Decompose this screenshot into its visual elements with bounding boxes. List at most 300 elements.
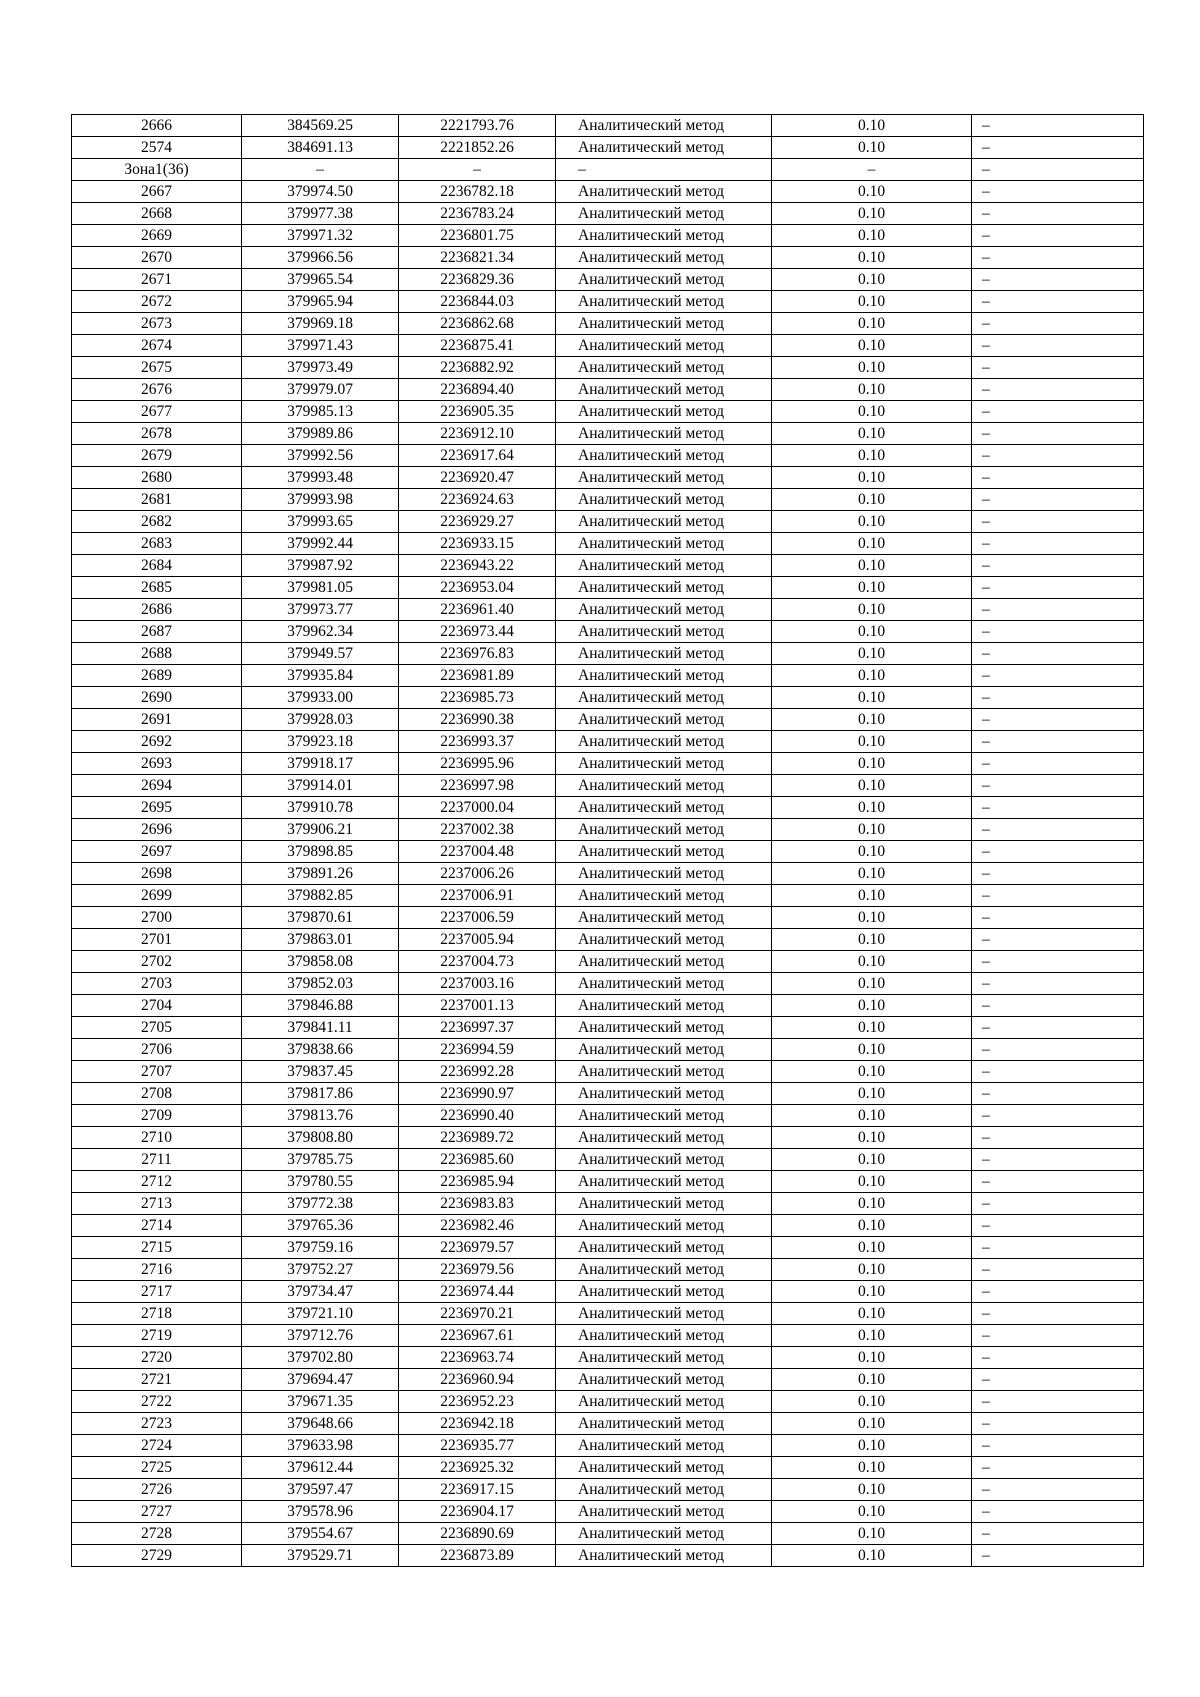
method-cell: Аналитический метод xyxy=(556,467,772,489)
method-cell: Аналитический метод xyxy=(556,335,772,357)
accuracy-cell: 0.10 xyxy=(772,1479,972,1501)
x-coordinate-cell: 379979.07 xyxy=(242,379,399,401)
note-cell: – xyxy=(972,577,1144,599)
x-coordinate-cell: 379863.01 xyxy=(242,929,399,951)
y-coordinate-cell: 2236979.57 xyxy=(399,1237,556,1259)
table-row xyxy=(72,247,1144,269)
table-row xyxy=(72,1171,1144,1193)
table-row xyxy=(72,577,1144,599)
x-coordinate-cell: 379852.03 xyxy=(242,973,399,995)
y-coordinate-cell: 2236997.98 xyxy=(399,775,556,797)
point-number-cell: 2710 xyxy=(72,1127,242,1149)
y-coordinate-cell: 2237006.59 xyxy=(399,907,556,929)
note-cell: – xyxy=(972,511,1144,533)
note-cell: – xyxy=(972,621,1144,643)
point-number-cell: 2716 xyxy=(72,1259,242,1281)
point-number-cell: 2696 xyxy=(72,819,242,841)
y-coordinate-cell: 2236943.22 xyxy=(399,555,556,577)
accuracy-cell: 0.10 xyxy=(772,753,972,775)
point-number-cell: 2726 xyxy=(72,1479,242,1501)
note-cell: – xyxy=(972,973,1144,995)
table-row xyxy=(72,1061,1144,1083)
x-coordinate-cell: 379974.50 xyxy=(242,181,399,203)
note-cell: – xyxy=(972,753,1144,775)
note-cell: – xyxy=(972,181,1144,203)
accuracy-cell: 0.10 xyxy=(772,1105,972,1127)
note-cell: – xyxy=(972,1149,1144,1171)
method-cell: Аналитический метод xyxy=(556,819,772,841)
note-cell: – xyxy=(972,401,1144,423)
note-cell: – xyxy=(972,467,1144,489)
table-row xyxy=(72,401,1144,423)
x-coordinate-cell: 379841.11 xyxy=(242,1017,399,1039)
table-row xyxy=(72,335,1144,357)
y-coordinate-cell: 2236974.44 xyxy=(399,1281,556,1303)
y-coordinate-cell: 2236985.60 xyxy=(399,1149,556,1171)
x-coordinate-cell: 379906.21 xyxy=(242,819,399,841)
note-cell: – xyxy=(972,1303,1144,1325)
note-cell: – xyxy=(972,1171,1144,1193)
table-row xyxy=(72,643,1144,665)
x-coordinate-cell: 379949.57 xyxy=(242,643,399,665)
accuracy-cell: 0.10 xyxy=(772,995,972,1017)
y-coordinate-cell: 2236976.83 xyxy=(399,643,556,665)
table-row xyxy=(72,489,1144,511)
table-row xyxy=(72,665,1144,687)
accuracy-cell: 0.10 xyxy=(772,1193,972,1215)
method-cell: Аналитический метод xyxy=(556,313,772,335)
point-number-cell: 2705 xyxy=(72,1017,242,1039)
point-number-cell: 2702 xyxy=(72,951,242,973)
x-coordinate-cell: 379987.92 xyxy=(242,555,399,577)
method-cell: Аналитический метод xyxy=(556,709,772,731)
note-cell: – xyxy=(972,445,1144,467)
point-number-cell: 2680 xyxy=(72,467,242,489)
x-coordinate-cell: 379838.66 xyxy=(242,1039,399,1061)
table-row xyxy=(72,1149,1144,1171)
accuracy-cell: 0.10 xyxy=(772,555,972,577)
table-row xyxy=(72,1039,1144,1061)
method-cell: Аналитический метод xyxy=(556,951,772,973)
point-number-cell: 2717 xyxy=(72,1281,242,1303)
point-number-cell: 2687 xyxy=(72,621,242,643)
method-cell: Аналитический метод xyxy=(556,137,772,159)
accuracy-cell: 0.10 xyxy=(772,709,972,731)
y-coordinate-cell: 2237002.38 xyxy=(399,819,556,841)
x-coordinate-cell: 379977.38 xyxy=(242,203,399,225)
accuracy-cell: 0.10 xyxy=(772,1325,972,1347)
y-coordinate-cell: 2236912.10 xyxy=(399,423,556,445)
y-coordinate-cell: 2236979.56 xyxy=(399,1259,556,1281)
accuracy-cell: 0.10 xyxy=(772,1457,972,1479)
x-coordinate-cell: 379597.47 xyxy=(242,1479,399,1501)
table-row xyxy=(72,621,1144,643)
note-cell: – xyxy=(972,137,1144,159)
y-coordinate-cell: 2236952.23 xyxy=(399,1391,556,1413)
x-coordinate-cell: 379882.85 xyxy=(242,885,399,907)
table-row xyxy=(72,1523,1144,1545)
point-number-cell: 2706 xyxy=(72,1039,242,1061)
x-coordinate-cell: 379759.16 xyxy=(242,1237,399,1259)
note-cell: – xyxy=(972,1017,1144,1039)
note-cell: – xyxy=(972,775,1144,797)
point-number-cell: 2698 xyxy=(72,863,242,885)
y-coordinate-cell: 2236997.37 xyxy=(399,1017,556,1039)
y-coordinate-cell: 2236844.03 xyxy=(399,291,556,313)
accuracy-cell: 0.10 xyxy=(772,929,972,951)
accuracy-cell: 0.10 xyxy=(772,401,972,423)
table-row xyxy=(72,1215,1144,1237)
accuracy-cell: 0.10 xyxy=(772,797,972,819)
point-number-cell: 2677 xyxy=(72,401,242,423)
x-coordinate-cell: 379612.44 xyxy=(242,1457,399,1479)
table-row xyxy=(72,841,1144,863)
coordinates-table-body xyxy=(72,115,1144,1567)
y-coordinate-cell: 2236963.74 xyxy=(399,1347,556,1369)
y-coordinate-cell: 2236904.17 xyxy=(399,1501,556,1523)
y-coordinate-cell: 2236875.41 xyxy=(399,335,556,357)
table-row xyxy=(72,1369,1144,1391)
y-coordinate-cell: – xyxy=(399,159,556,181)
method-cell: Аналитический метод xyxy=(556,1523,772,1545)
table-row xyxy=(72,973,1144,995)
table-row xyxy=(72,555,1144,577)
table-row xyxy=(72,181,1144,203)
x-coordinate-cell: 379808.80 xyxy=(242,1127,399,1149)
method-cell: Аналитический метод xyxy=(556,1259,772,1281)
accuracy-cell: 0.10 xyxy=(772,643,972,665)
note-cell: – xyxy=(972,731,1144,753)
point-number-cell: 2721 xyxy=(72,1369,242,1391)
method-cell: Аналитический метод xyxy=(556,1127,772,1149)
method-cell: Аналитический метод xyxy=(556,775,772,797)
y-coordinate-cell: 2236917.15 xyxy=(399,1479,556,1501)
note-cell: – xyxy=(972,929,1144,951)
table-row xyxy=(72,203,1144,225)
table-row xyxy=(72,1347,1144,1369)
point-number-cell: 2668 xyxy=(72,203,242,225)
note-cell: – xyxy=(972,159,1144,181)
accuracy-cell: 0.10 xyxy=(772,1347,972,1369)
point-number-cell: 2697 xyxy=(72,841,242,863)
table-row xyxy=(72,995,1144,1017)
note-cell: – xyxy=(972,1061,1144,1083)
method-cell: – xyxy=(556,159,772,181)
point-number-cell: 2728 xyxy=(72,1523,242,1545)
y-coordinate-cell: 2237006.91 xyxy=(399,885,556,907)
point-number-cell: 2679 xyxy=(72,445,242,467)
x-coordinate-cell: 379966.56 xyxy=(242,247,399,269)
note-cell: – xyxy=(972,1435,1144,1457)
accuracy-cell: 0.10 xyxy=(772,1413,972,1435)
point-number-cell: 2703 xyxy=(72,973,242,995)
x-coordinate-cell: 379992.44 xyxy=(242,533,399,555)
point-number-cell: 2699 xyxy=(72,885,242,907)
method-cell: Аналитический метод xyxy=(556,269,772,291)
table-row xyxy=(72,775,1144,797)
point-number-cell: 2671 xyxy=(72,269,242,291)
method-cell: Аналитический метод xyxy=(556,577,772,599)
method-cell: Аналитический метод xyxy=(556,621,772,643)
y-coordinate-cell: 2237006.26 xyxy=(399,863,556,885)
point-number-cell: 2719 xyxy=(72,1325,242,1347)
point-number-cell: 2673 xyxy=(72,313,242,335)
x-coordinate-cell: 379702.80 xyxy=(242,1347,399,1369)
note-cell: – xyxy=(972,885,1144,907)
y-coordinate-cell: 2236985.94 xyxy=(399,1171,556,1193)
y-coordinate-cell: 2236985.73 xyxy=(399,687,556,709)
table-row xyxy=(72,1083,1144,1105)
point-number-cell: Зона1(36) xyxy=(72,159,242,181)
x-coordinate-cell: 379935.84 xyxy=(242,665,399,687)
accuracy-cell: – xyxy=(772,159,972,181)
y-coordinate-cell: 2236925.32 xyxy=(399,1457,556,1479)
x-coordinate-cell: 379671.35 xyxy=(242,1391,399,1413)
y-coordinate-cell: 2236924.63 xyxy=(399,489,556,511)
method-cell: Аналитический метод xyxy=(556,533,772,555)
method-cell: Аналитический метод xyxy=(556,995,772,1017)
note-cell: – xyxy=(972,643,1144,665)
x-coordinate-cell: 379765.36 xyxy=(242,1215,399,1237)
method-cell: Аналитический метод xyxy=(556,731,772,753)
method-cell: Аналитический метод xyxy=(556,753,772,775)
method-cell: Аналитический метод xyxy=(556,423,772,445)
note-cell: – xyxy=(972,1039,1144,1061)
point-number-cell: 2714 xyxy=(72,1215,242,1237)
x-coordinate-cell: 379971.43 xyxy=(242,335,399,357)
point-number-cell: 2672 xyxy=(72,291,242,313)
x-coordinate-cell: 379969.18 xyxy=(242,313,399,335)
point-number-cell: 2666 xyxy=(72,115,242,137)
table-row xyxy=(72,1545,1144,1567)
accuracy-cell: 0.10 xyxy=(772,731,972,753)
accuracy-cell: 0.10 xyxy=(772,1171,972,1193)
note-cell: – xyxy=(972,1457,1144,1479)
table-row xyxy=(72,445,1144,467)
point-number-cell: 2688 xyxy=(72,643,242,665)
note-cell: – xyxy=(972,1347,1144,1369)
y-coordinate-cell: 2236782.18 xyxy=(399,181,556,203)
y-coordinate-cell: 2236982.46 xyxy=(399,1215,556,1237)
y-coordinate-cell: 2237003.16 xyxy=(399,973,556,995)
note-cell: – xyxy=(972,555,1144,577)
accuracy-cell: 0.10 xyxy=(772,225,972,247)
table-row xyxy=(72,731,1144,753)
method-cell: Аналитический метод xyxy=(556,1413,772,1435)
table-row xyxy=(72,1413,1144,1435)
method-cell: Аналитический метод xyxy=(556,555,772,577)
y-coordinate-cell: 2236995.96 xyxy=(399,753,556,775)
x-coordinate-cell: 379898.85 xyxy=(242,841,399,863)
y-coordinate-cell: 2236821.34 xyxy=(399,247,556,269)
note-cell: – xyxy=(972,1523,1144,1545)
method-cell: Аналитический метод xyxy=(556,1479,772,1501)
x-coordinate-cell: 379914.01 xyxy=(242,775,399,797)
method-cell: Аналитический метод xyxy=(556,643,772,665)
y-coordinate-cell: 2236920.47 xyxy=(399,467,556,489)
y-coordinate-cell: 2236990.40 xyxy=(399,1105,556,1127)
note-cell: – xyxy=(972,1281,1144,1303)
note-cell: – xyxy=(972,1413,1144,1435)
accuracy-cell: 0.10 xyxy=(772,203,972,225)
method-cell: Аналитический метод xyxy=(556,401,772,423)
point-number-cell: 2709 xyxy=(72,1105,242,1127)
accuracy-cell: 0.10 xyxy=(772,1545,972,1567)
x-coordinate-cell: 379633.98 xyxy=(242,1435,399,1457)
note-cell: – xyxy=(972,1259,1144,1281)
y-coordinate-cell: 2236783.24 xyxy=(399,203,556,225)
y-coordinate-cell: 2237000.04 xyxy=(399,797,556,819)
accuracy-cell: 0.10 xyxy=(772,907,972,929)
table-row xyxy=(72,1193,1144,1215)
x-coordinate-cell: 379578.96 xyxy=(242,1501,399,1523)
point-number-cell: 2725 xyxy=(72,1457,242,1479)
y-coordinate-cell: 2236801.75 xyxy=(399,225,556,247)
point-number-cell: 2722 xyxy=(72,1391,242,1413)
y-coordinate-cell: 2237004.48 xyxy=(399,841,556,863)
point-number-cell: 2685 xyxy=(72,577,242,599)
note-cell: – xyxy=(972,1193,1144,1215)
table-row xyxy=(72,1017,1144,1039)
note-cell: – xyxy=(972,1325,1144,1347)
table-row xyxy=(72,423,1144,445)
note-cell: – xyxy=(972,313,1144,335)
method-cell: Аналитический метод xyxy=(556,1149,772,1171)
accuracy-cell: 0.10 xyxy=(772,599,972,621)
point-number-cell: 2686 xyxy=(72,599,242,621)
point-number-cell: 2713 xyxy=(72,1193,242,1215)
x-coordinate-cell: 379648.66 xyxy=(242,1413,399,1435)
note-cell: – xyxy=(972,797,1144,819)
accuracy-cell: 0.10 xyxy=(772,577,972,599)
point-number-cell: 2676 xyxy=(72,379,242,401)
y-coordinate-cell: 2236905.35 xyxy=(399,401,556,423)
method-cell: Аналитический метод xyxy=(556,1325,772,1347)
table-row xyxy=(72,313,1144,335)
point-number-cell: 2670 xyxy=(72,247,242,269)
y-coordinate-cell: 2236873.89 xyxy=(399,1545,556,1567)
note-cell: – xyxy=(972,599,1144,621)
point-number-cell: 2669 xyxy=(72,225,242,247)
x-coordinate-cell: 379993.98 xyxy=(242,489,399,511)
note-cell: – xyxy=(972,863,1144,885)
accuracy-cell: 0.10 xyxy=(772,1017,972,1039)
table-row xyxy=(72,1435,1144,1457)
note-cell: – xyxy=(972,1083,1144,1105)
point-number-cell: 2701 xyxy=(72,929,242,951)
y-coordinate-cell: 2236981.89 xyxy=(399,665,556,687)
x-coordinate-cell: 379817.86 xyxy=(242,1083,399,1105)
accuracy-cell: 0.10 xyxy=(772,687,972,709)
method-cell: Аналитический метод xyxy=(556,1083,772,1105)
x-coordinate-cell: 379918.17 xyxy=(242,753,399,775)
note-cell: – xyxy=(972,1215,1144,1237)
method-cell: Аналитический метод xyxy=(556,599,772,621)
point-number-cell: 2674 xyxy=(72,335,242,357)
point-number-cell: 2682 xyxy=(72,511,242,533)
method-cell: Аналитический метод xyxy=(556,797,772,819)
x-coordinate-cell: 379694.47 xyxy=(242,1369,399,1391)
y-coordinate-cell: 2236970.21 xyxy=(399,1303,556,1325)
table-row xyxy=(72,357,1144,379)
y-coordinate-cell: 2236917.64 xyxy=(399,445,556,467)
method-cell: Аналитический метод xyxy=(556,225,772,247)
point-number-cell: 2667 xyxy=(72,181,242,203)
note-cell: – xyxy=(972,1105,1144,1127)
table-row xyxy=(72,1325,1144,1347)
method-cell: Аналитический метод xyxy=(556,247,772,269)
accuracy-cell: 0.10 xyxy=(772,115,972,137)
y-coordinate-cell: 2236990.38 xyxy=(399,709,556,731)
y-coordinate-cell: 2236967.61 xyxy=(399,1325,556,1347)
x-coordinate-cell: 379989.86 xyxy=(242,423,399,445)
method-cell: Аналитический метод xyxy=(556,1237,772,1259)
note-cell: – xyxy=(972,687,1144,709)
accuracy-cell: 0.10 xyxy=(772,1501,972,1523)
accuracy-cell: 0.10 xyxy=(772,1061,972,1083)
x-coordinate-cell: 379971.32 xyxy=(242,225,399,247)
x-coordinate-cell: 379837.45 xyxy=(242,1061,399,1083)
x-coordinate-cell: 379973.77 xyxy=(242,599,399,621)
method-cell: Аналитический метод xyxy=(556,1501,772,1523)
x-coordinate-cell: 379734.47 xyxy=(242,1281,399,1303)
table-row xyxy=(72,753,1144,775)
table-row xyxy=(72,1391,1144,1413)
y-coordinate-cell: 2237005.94 xyxy=(399,929,556,951)
method-cell: Аналитический метод xyxy=(556,1435,772,1457)
table-row xyxy=(72,709,1144,731)
y-coordinate-cell: 2237001.13 xyxy=(399,995,556,1017)
point-number-cell: 2694 xyxy=(72,775,242,797)
table-row xyxy=(72,1237,1144,1259)
accuracy-cell: 0.10 xyxy=(772,313,972,335)
note-cell: – xyxy=(972,357,1144,379)
accuracy-cell: 0.10 xyxy=(772,379,972,401)
y-coordinate-cell: 2236829.36 xyxy=(399,269,556,291)
method-cell: Аналитический метод xyxy=(556,1193,772,1215)
y-coordinate-cell: 2236990.97 xyxy=(399,1083,556,1105)
method-cell: Аналитический метод xyxy=(556,1303,772,1325)
y-coordinate-cell: 2236992.28 xyxy=(399,1061,556,1083)
point-number-cell: 2724 xyxy=(72,1435,242,1457)
note-cell: – xyxy=(972,379,1144,401)
accuracy-cell: 0.10 xyxy=(772,863,972,885)
y-coordinate-cell: 2236960.94 xyxy=(399,1369,556,1391)
point-number-cell: 2720 xyxy=(72,1347,242,1369)
accuracy-cell: 0.10 xyxy=(772,269,972,291)
y-coordinate-cell: 2236961.40 xyxy=(399,599,556,621)
y-coordinate-cell: 2236942.18 xyxy=(399,1413,556,1435)
method-cell: Аналитический метод xyxy=(556,973,772,995)
method-cell: Аналитический метод xyxy=(556,1391,772,1413)
accuracy-cell: 0.10 xyxy=(772,1259,972,1281)
x-coordinate-cell: 379772.38 xyxy=(242,1193,399,1215)
point-number-cell: 2574 xyxy=(72,137,242,159)
method-cell: Аналитический метод xyxy=(556,203,772,225)
method-cell: Аналитический метод xyxy=(556,291,772,313)
accuracy-cell: 0.10 xyxy=(772,1369,972,1391)
y-coordinate-cell: 2236989.72 xyxy=(399,1127,556,1149)
y-coordinate-cell: 2236935.77 xyxy=(399,1435,556,1457)
x-coordinate-cell: 379973.49 xyxy=(242,357,399,379)
table-row xyxy=(72,797,1144,819)
accuracy-cell: 0.10 xyxy=(772,1391,972,1413)
method-cell: Аналитический метод xyxy=(556,1369,772,1391)
point-number-cell: 2700 xyxy=(72,907,242,929)
table-row xyxy=(72,115,1144,137)
note-cell: – xyxy=(972,665,1144,687)
accuracy-cell: 0.10 xyxy=(772,533,972,555)
